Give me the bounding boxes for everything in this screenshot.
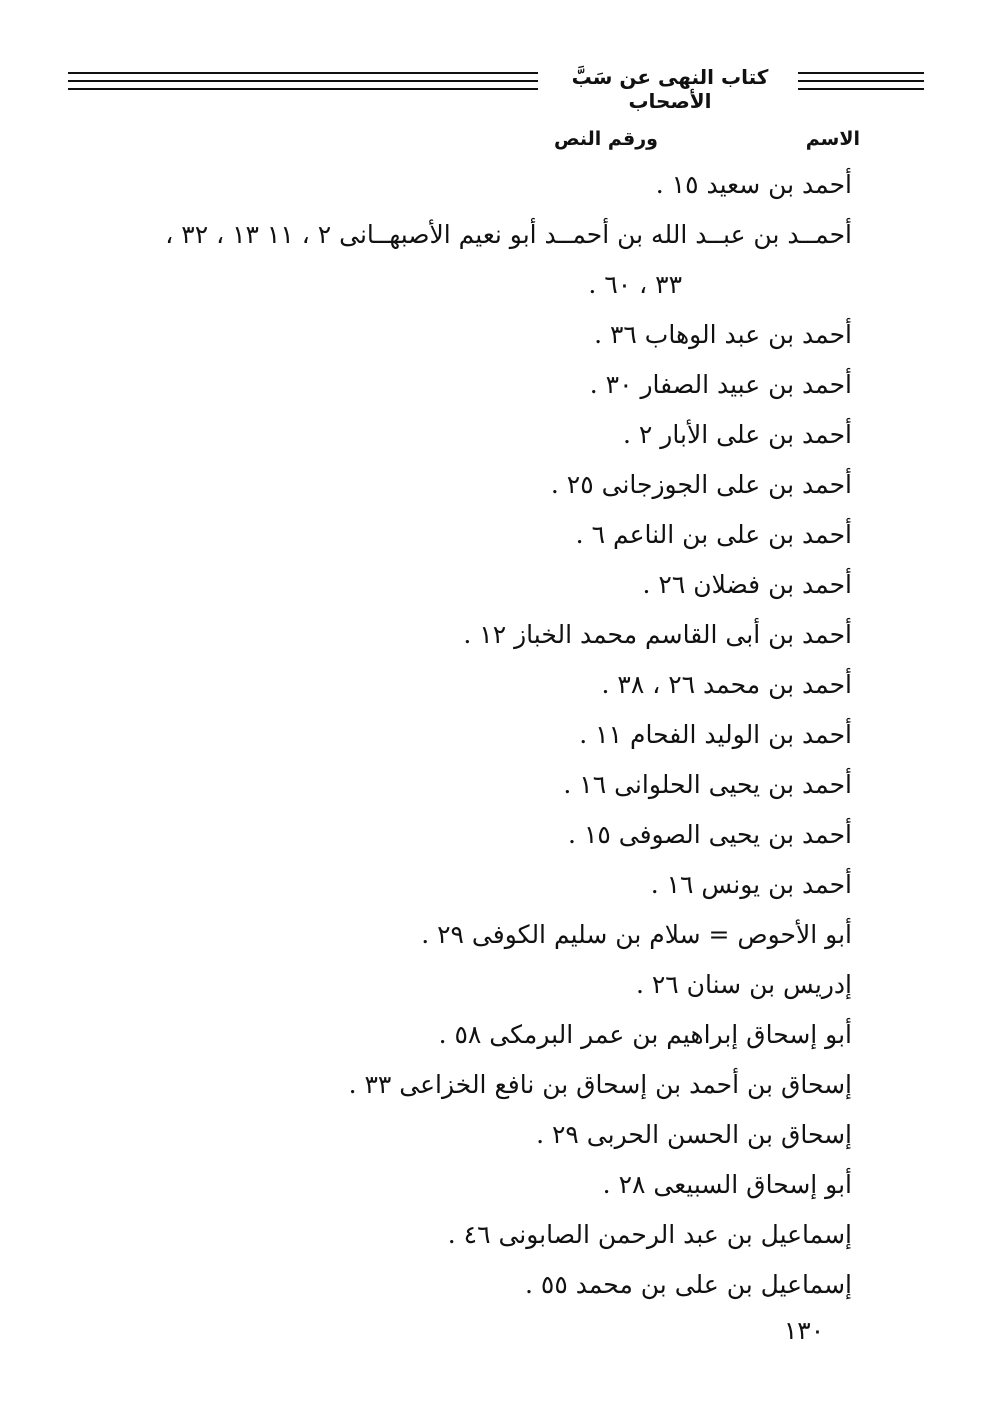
running-header <box>68 62 924 113</box>
entry-text: أحمد بن يونس ١٦ . <box>650 870 852 899</box>
entry-text: أحمد بن على الجوزجانى ٢٥ . <box>550 470 852 499</box>
index-entry <box>92 760 852 810</box>
entry-text: أحمد بن سعيد ١٥ . <box>655 170 852 199</box>
header-rule <box>68 80 538 82</box>
entry-continuation: ٣٣ ، ٦٠ . <box>588 270 682 299</box>
entry-text: إسماعيل بن على بن محمد ٥٥ . <box>525 1270 852 1299</box>
entry-text: إدريس بن سنان ٢٦ . <box>635 970 852 999</box>
column-heading-name: الاسم <box>805 128 860 150</box>
index-entry <box>92 810 852 860</box>
index-entry <box>92 210 852 310</box>
index-entry <box>92 310 852 360</box>
index-entry <box>92 610 852 660</box>
entry-text: أحمد بن يحيى الحلوانى ١٦ . <box>563 770 852 799</box>
entry-text: أبو إسحاق السبيعى ٢٨ . <box>602 1170 852 1199</box>
index-entry <box>92 1260 852 1310</box>
entry-text: أحمد بن يحيى الصوفى ١٥ . <box>568 820 852 849</box>
entry-text: إسحاق بن الحسن الحربى ٢٩ . <box>536 1120 852 1149</box>
column-heading-number: ورقم النص <box>553 128 658 150</box>
index-entry <box>92 710 852 760</box>
entry-text: أحمد بن على الأبار ٢ . <box>623 420 852 449</box>
index-entry <box>92 860 852 910</box>
index-entry <box>92 1160 852 1210</box>
index-entry <box>92 410 852 460</box>
entry-text: أحمد بن الوليد الفحام ١١ . <box>579 720 852 749</box>
entry-text: إسماعيل بن عبد الرحمن الصابونى ٤٦ . <box>447 1220 852 1249</box>
entry-text: إسحاق بن أحمد بن إسحاق بن نافع الخزاعى ٣٣ . <box>348 1070 852 1099</box>
header-rule <box>798 88 924 90</box>
column-headings <box>500 128 860 156</box>
entry-text: أحمد بن أبى القاسم محمد الخباز ١٢ . <box>463 620 852 649</box>
index-entry <box>92 1110 852 1160</box>
entry-text: أحمد بن عبيد الصفار ٣٠ . <box>589 370 852 399</box>
entry-text: أحمد بن فضلان ٢٦ . <box>642 570 852 599</box>
header-rule <box>68 72 538 74</box>
index-entry <box>92 910 852 960</box>
index-entry <box>92 560 852 610</box>
header-rule <box>68 88 538 90</box>
entry-text: أبو إسحاق إبراهيم بن عمر البرمكى ٥٨ . <box>438 1020 852 1049</box>
index-entry <box>92 1010 852 1060</box>
index-entries <box>92 160 852 1310</box>
entry-text: أحمد بن محمد ٢٦ ، ٣٨ . <box>601 670 852 699</box>
entry-text: أحمد بن على بن الناعم ٦ . <box>575 520 852 549</box>
index-entry <box>92 160 852 210</box>
index-entry <box>92 460 852 510</box>
header-rule <box>798 80 924 82</box>
index-entry <box>92 960 852 1010</box>
index-entry <box>92 1060 852 1110</box>
index-entry <box>92 660 852 710</box>
header-rule <box>798 72 924 74</box>
entry-text: أحمــد بن عبــد الله بن أحمــد أبو نعيم الأصبهــانى ٢ ، ١١ ١٣ ، ٣٢ ، <box>165 220 852 249</box>
index-entry <box>92 360 852 410</box>
entry-text: أحمد بن عبد الوهاب ٣٦ . <box>594 320 852 349</box>
page-number: ١٣٠ <box>783 1316 825 1345</box>
index-entry <box>92 510 852 560</box>
index-entry <box>92 1210 852 1260</box>
entry-text: أبو الأحوص = سلام بن سليم الكوفى ٢٩ . <box>421 920 852 949</box>
book-title: كتاب النهى عن سَبَّ الأصحاب <box>571 65 769 113</box>
